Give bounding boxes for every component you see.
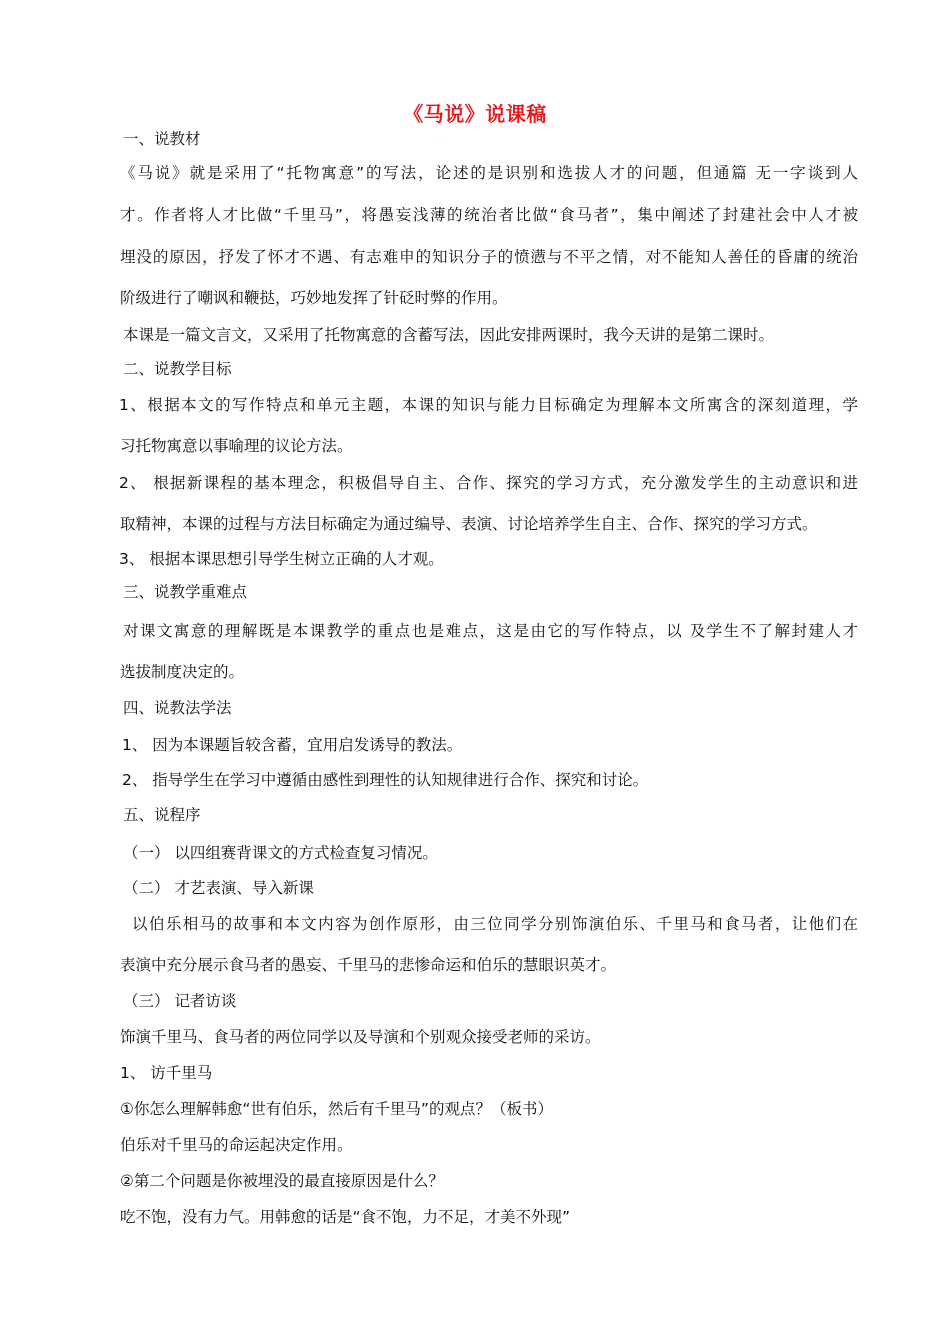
list-item: 3、 根据本课思想引导学生树立正确的人才观。: [119, 550, 444, 568]
list-item: 2、 指导学生在学习中遵循由感性到理性的认知规律进行合作、探究和讨论。: [122, 771, 649, 789]
paragraph-line: 习托物寓意以事喻理的议论方法。: [120, 437, 353, 455]
paragraph-line: 《马说》就是采用了“托物寓意”的写法，论述的是识别和选拔人才的问题，但通篇 无一字谈到人: [120, 164, 858, 182]
paragraph-line: 表演中充分展示食马者的愚妄、千里马的悲惨命运和伯乐的慧眼识英才。: [120, 956, 617, 974]
document-title: 《马说》说课稿: [403, 102, 547, 126]
list-item: （三） 记者访谈: [123, 992, 237, 1010]
paragraph-line: 才。作者将人才比做“千里马”，将愚妄浅薄的统治者比做“食马者”，集中阐述了封建社会中人才被: [120, 206, 858, 224]
paragraph-line: 伯乐对千里马的命运起决定作用。: [120, 1136, 353, 1154]
paragraph-line: 吃不饱，没有力气。用韩愈的话是“食不饱，力不足，才美不外现”: [120, 1208, 571, 1226]
paragraph-line: 选拔制度决定的。: [120, 663, 245, 681]
paragraph-line: 本课是一篇文言文，又采用了托物寓意的含蓄写法，因此安排两课时，我今天讲的是第二课时。: [123, 326, 775, 344]
list-item: （一） 以四组赛背课文的方式检查复习情况。: [123, 844, 438, 862]
section-heading-2: 二、说教学目标: [123, 360, 232, 378]
section-heading-5: 五、说程序: [123, 806, 201, 824]
paragraph-line: 以伯乐相马的故事和本文内容为创作原形，由三位同学分别饰演伯乐、千里马和食马者，让他们在: [132, 915, 858, 933]
paragraph-line: 饰演千里马、食马者的两位同学以及导演和个别观众接受老师的采访。: [120, 1028, 601, 1046]
paragraph-line: 对课文寓意的理解既是本课教学的重点也是难点，这是由它的写作特点，以 及学生不了解封建人才: [123, 622, 858, 640]
section-heading-4: 四、说教法学法: [123, 699, 232, 717]
paragraph-line: ①你怎么理解韩愈“世有伯乐，然后有千里马”的观点？（板书）: [120, 1100, 553, 1118]
list-item: （二） 才艺表演、导入新课: [123, 879, 314, 897]
list-item: 2、 根据新课程的基本理念，积极倡导自主、合作、探究的学习方式，充分激发学生的主动意识和进: [119, 474, 858, 492]
paragraph-line: 埋没的原因，抒发了怀才不遇、有志难申的知识分子的愤懑与不平之情，对不能知人善任的昏庸的统治: [120, 248, 858, 266]
list-item: 1、 访千里马: [120, 1064, 213, 1082]
section-heading-1: 一、说教材: [123, 130, 201, 148]
paragraph-line: ②第二个问题是你被埋没的最直接原因是什么？: [120, 1172, 444, 1190]
list-item: 1、 因为本课题旨较含蓄，宜用启发诱导的教法。: [122, 736, 463, 754]
section-heading-3: 三、说教学重难点: [123, 583, 248, 601]
paragraph-line: 取精神，本课的过程与方法目标确定为通过编导、表演、讨论培养学生自主、合作、探究的学习方式。: [120, 515, 818, 533]
paragraph-line: 阶级进行了嘲讽和鞭挞，巧妙地发挥了针砭时弊的作用。: [120, 289, 508, 307]
list-item: 1、根据本文的写作特点和单元主题，本课的知识与能力目标确定为理解本文所寓含的深刻道理，学: [119, 396, 858, 414]
